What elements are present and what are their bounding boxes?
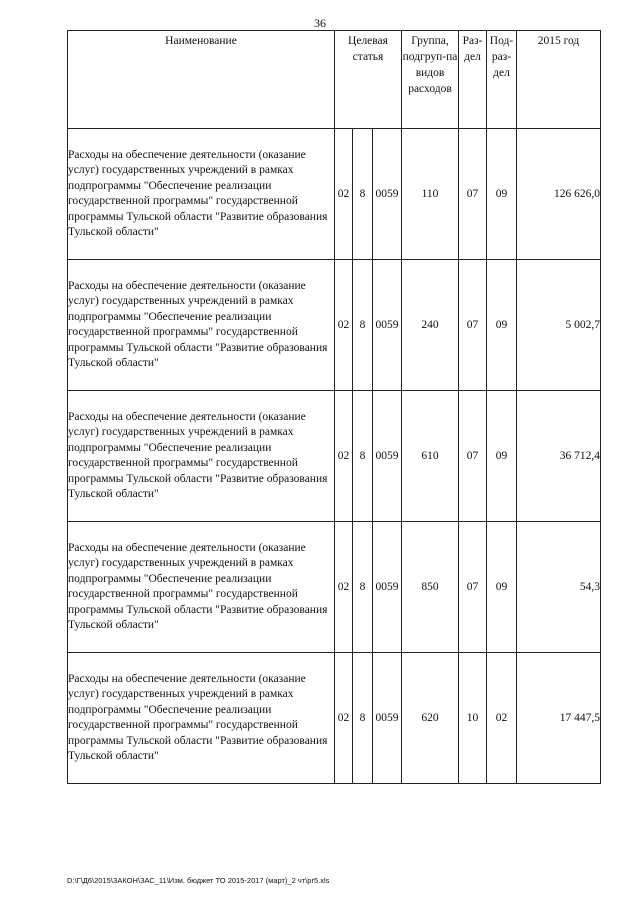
row-code1: 02 xyxy=(335,522,353,653)
row-code1: 02 xyxy=(335,391,353,522)
header-year: 2015 год xyxy=(517,31,601,129)
row-code3: 0059 xyxy=(373,391,402,522)
table-row xyxy=(68,260,601,391)
row-code2: 8 xyxy=(353,129,373,260)
row-section: 07 xyxy=(459,260,487,391)
table-row xyxy=(68,653,601,784)
row-code2: 8 xyxy=(353,260,373,391)
row-amount: 17 447,5 xyxy=(517,653,601,784)
row-section: 10 xyxy=(459,653,487,784)
page-number: 36 xyxy=(314,16,326,30)
row-code1: 02 xyxy=(335,260,353,391)
table-row xyxy=(68,522,601,653)
row-subsection: 09 xyxy=(487,391,517,522)
row-section: 07 xyxy=(459,129,487,260)
row-amount: 5 002,7 xyxy=(517,260,601,391)
row-subsection: 09 xyxy=(487,260,517,391)
header-expense-group: Группа, подгруп-па видов расходов xyxy=(402,31,459,129)
row-code3: 0059 xyxy=(373,129,402,260)
table-row xyxy=(68,129,601,260)
row-section: 07 xyxy=(459,391,487,522)
table-header xyxy=(68,31,601,129)
row-subsection: 02 xyxy=(487,653,517,784)
row-amount: 36 712,4 xyxy=(517,391,601,522)
row-amount: 126 626,0 xyxy=(517,129,601,260)
row-code2: 8 xyxy=(353,391,373,522)
header-subsection: Под-раз-дел xyxy=(487,31,517,129)
table-row xyxy=(68,391,601,522)
row-group: 850 xyxy=(402,522,459,653)
budget-table xyxy=(67,30,601,784)
row-code3: 0059 xyxy=(373,653,402,784)
row-group: 110 xyxy=(402,129,459,260)
row-code1: 02 xyxy=(335,653,353,784)
row-name: Расходы на обеспечение деятельности (оказание услуг) государственных учреждений в рамках подпрограммы "Обеспечение реализации государственной программы" государственной программы Тульской области "Развитие образования Тульской области" xyxy=(68,653,335,784)
row-subsection: 09 xyxy=(487,129,517,260)
row-code2: 8 xyxy=(353,522,373,653)
row-amount: 54,3 xyxy=(517,522,601,653)
row-group: 240 xyxy=(402,260,459,391)
header-name: Наименование xyxy=(68,31,335,129)
footer-file-path: D:\Г\Д6\2015\ЗАКОН\ЗАС_11\Изм. бюджет ТО 2015-2017 (март)_2 чт\pr5.xls xyxy=(67,876,330,885)
row-name: Расходы на обеспечение деятельности (оказание услуг) государственных учреждений в рамках подпрограммы "Обеспечение реализации государственной программы" государственной программы Тульской области "Развитие образования Тульской области" xyxy=(68,522,335,653)
header-target-article: Целевая статья xyxy=(335,31,402,129)
row-code1: 02 xyxy=(335,129,353,260)
row-code3: 0059 xyxy=(373,522,402,653)
row-subsection: 09 xyxy=(487,522,517,653)
row-name: Расходы на обеспечение деятельности (оказание услуг) государственных учреждений в рамках подпрограммы "Обеспечение реализации государственной программы" государственной программы Тульской области "Развитие образования Тульской области" xyxy=(68,129,335,260)
row-group: 620 xyxy=(402,653,459,784)
header-section: Раз-дел xyxy=(459,31,487,129)
row-name: Расходы на обеспечение деятельности (оказание услуг) государственных учреждений в рамках подпрограммы "Обеспечение реализации государственной программы" государственной программы Тульской области "Развитие образования Тульской области" xyxy=(68,391,335,522)
row-code3: 0059 xyxy=(373,260,402,391)
row-section: 07 xyxy=(459,522,487,653)
row-name: Расходы на обеспечение деятельности (оказание услуг) государственных учреждений в рамках подпрограммы "Обеспечение реализации государственной программы" государственной программы Тульской области "Развитие образования Тульской области" xyxy=(68,260,335,391)
row-code2: 8 xyxy=(353,653,373,784)
row-group: 610 xyxy=(402,391,459,522)
